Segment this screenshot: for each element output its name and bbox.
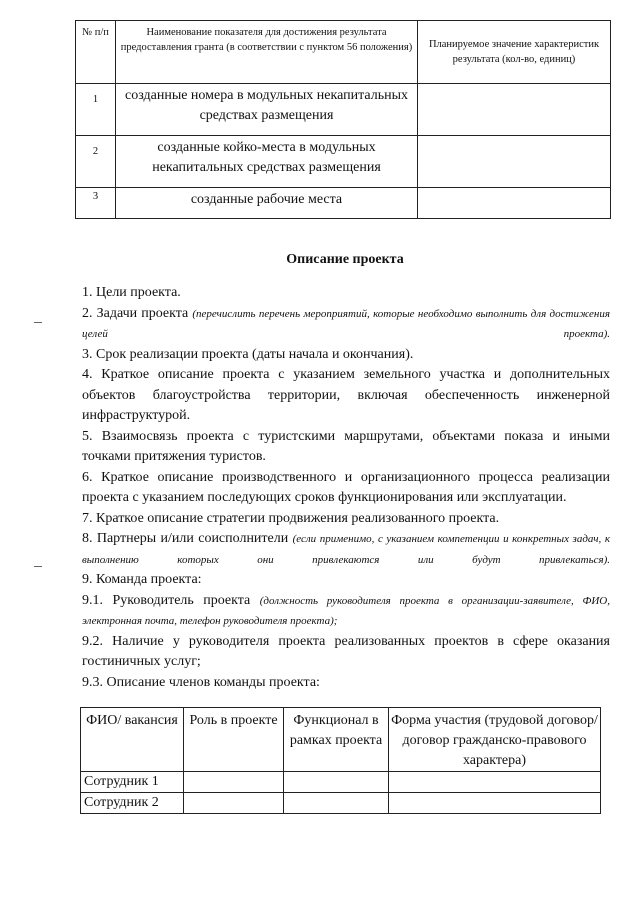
table-row (81, 793, 601, 814)
row-num: 1 (76, 84, 116, 136)
row-planned-cell[interactable] (418, 188, 611, 219)
table-row (76, 188, 611, 219)
list-item: 2. Задачи проекта (перечислить перечень мероприятий, которые необходимо выполнить для достижения целей проекта). (82, 305, 610, 340)
header-name: ФИО/ вакансия (81, 708, 184, 772)
table-row (76, 84, 611, 136)
row-num: 2 (76, 136, 116, 188)
table-row (76, 136, 611, 188)
section-title: Описание проекта (286, 252, 404, 267)
employee-name: Сотрудник 1 (81, 772, 184, 793)
header-participation: Форма участия (трудовой договор/договор гражданско-правового характера) (389, 708, 601, 772)
list-item: 9.3. Описание членов команды проекта: (82, 674, 320, 690)
list-item: 9.2. Наличие у руководителя проекта реализованных проектов в сфере оказания гостиничных услуг; (82, 633, 610, 669)
row-indicator: созданные рабочие места (116, 188, 418, 219)
role-cell[interactable] (184, 793, 284, 814)
results-table (75, 20, 611, 219)
header-num: № п/п (76, 21, 116, 84)
list-item: 3. Срок реализации проекта (даты начала и окончания). (82, 346, 414, 362)
list-item: 6. Краткое описание производственного и организационного процесса реализации проекта с указанием последующих сроков функционирования или эксплуатации. (82, 469, 610, 505)
header-role: Роль в проекте (184, 708, 284, 772)
project-description-list (82, 283, 610, 693)
employee-name: Сотрудник 2 (81, 793, 184, 814)
margin-dash (34, 566, 42, 567)
header-planned: Планируемое значение характеристик результата (кол-во, единиц) (418, 21, 611, 84)
participation-cell[interactable] (389, 793, 601, 814)
table-row (81, 772, 601, 793)
row-indicator: созданные койко-места в модульных некапитальных средствах размещения (116, 136, 418, 188)
list-item: 7. Краткое описание стратегии продвижения реализованного проекта. (82, 510, 500, 526)
row-num: 3 (76, 188, 116, 219)
list-item: 5. Взаимосвязь проекта с туристскими маршрутами, объектами показа и иными точками притяжения туристов. (82, 428, 610, 464)
function-cell[interactable] (284, 793, 389, 814)
row-indicator: созданные номера в модульных некапитальных средствах размещения (116, 84, 418, 136)
list-item: 8. Партнеры и/или соисполнители (если применимо, с указанием компетенции и конкретных задач, к выполнению которых они привлекаются или будут привлекаться). (82, 531, 610, 566)
list-item: 1. Цели проекта. (82, 285, 181, 300)
row-planned-cell[interactable] (418, 84, 611, 136)
list-item: 4. Краткое описание проекта с указанием земельного участка и дополнительных объектов благоустройства территории, включая обеспеченность инженерной инфраструктурой. (82, 367, 610, 423)
margin-dash (34, 322, 42, 323)
function-cell[interactable] (284, 772, 389, 793)
team-table-header (81, 708, 601, 772)
participation-cell[interactable] (389, 772, 601, 793)
results-table-header (76, 21, 611, 84)
header-indicator: Наименование показателя для достижения результата предоставления гранта (в соответствии с пунктом 56 положения) (116, 21, 418, 84)
role-cell[interactable] (184, 772, 284, 793)
list-item: 9. Команда проекта: (82, 572, 202, 587)
team-table (80, 707, 601, 814)
list-item: 9.1. Руководитель проекта (должность руководителя проекта в организации-заявителе, ФИО, электронная почта, телефон руководителя проекта); (82, 592, 610, 627)
row-planned-cell[interactable] (418, 136, 611, 188)
header-function: Функционал в рамках проекта (284, 708, 389, 772)
